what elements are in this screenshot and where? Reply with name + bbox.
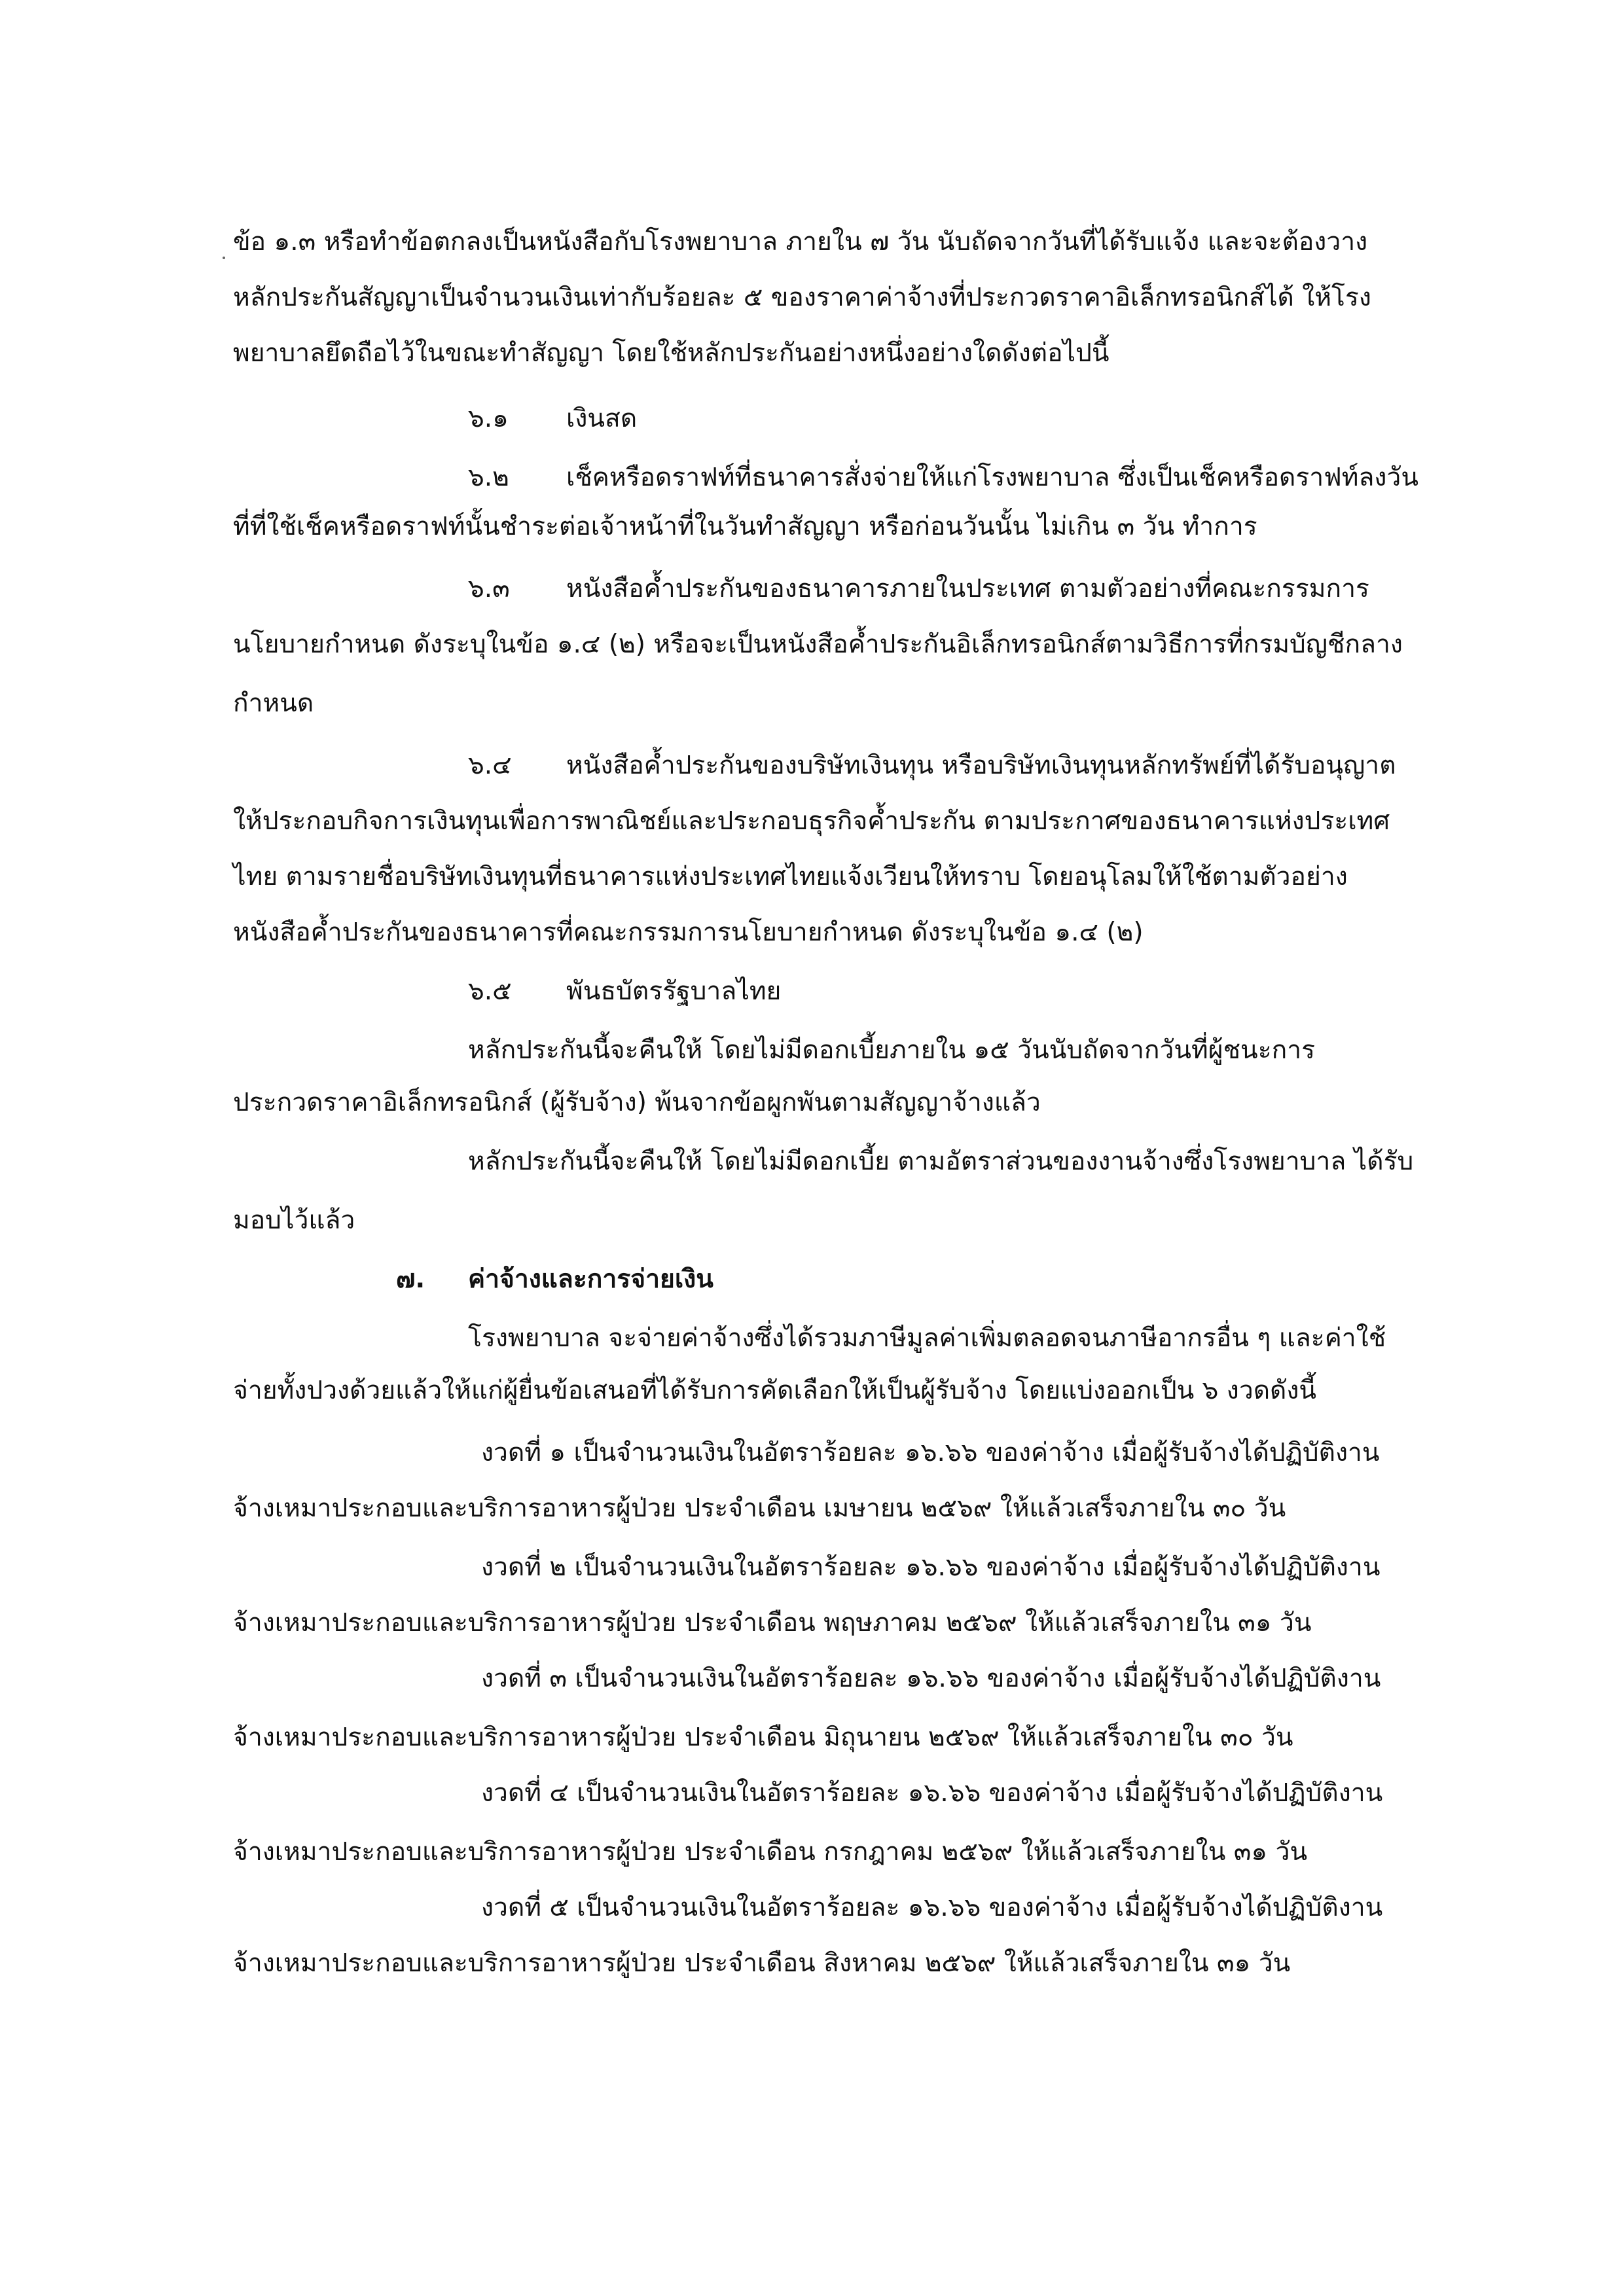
intro-line-2: หลักประกันสัญญาเป็นจำนวนเงินเท่ากับร้อยละ ๕ ของราคาค่าจ้างที่ประกวดราคาอิเล็กทรอนิกส์ได้ ให้โรง	[233, 283, 1371, 312]
item-6-3	[468, 569, 1369, 609]
item-number: ๖.๔	[468, 751, 512, 780]
section-7-heading	[396, 1260, 713, 1299]
installment-1-line-2: จ้างเหมาประกอบและบริการอาหารผู้ป่วย ประจำเดือน เมษายน ๒๕๖๙ ให้แล้วเสร็จภายใน ๓๐ วัน	[233, 1494, 1286, 1523]
return-1-line-1: หลักประกันนี้จะคืนให้ โดยไม่มีดอกเบี้ยภายใน ๑๕ วันนับถัดจากวันที่ผู้ชนะการ	[468, 1035, 1316, 1065]
item-6-1	[468, 399, 637, 439]
item-number: ๖.๕	[468, 977, 512, 1006]
section-7-intro-1: โรงพยาบาล จะจ่ายค่าจ้างซึ่งได้รวมภาษีมูลค่าเพิ่มตลอดจนภาษีอากรอื่น ๆ และค่าใช้	[468, 1323, 1386, 1353]
item-text: เช็คหรือดราฟท์ที่ธนาคารสั่งจ่ายให้แก่โรงพยาบาล ซึ่งเป็นเช็คหรือดราฟท์ลงวัน	[566, 463, 1418, 492]
installment-2-line-1: งวดที่ ๒ เป็นจำนวนเงินในอัตราร้อยละ ๑๖.๖๖ ของค่าจ้าง เมื่อผู้รับจ้างได้ปฏิบัติงาน	[481, 1552, 1380, 1582]
section-7-intro-2: จ่ายทั้งปวงด้วยแล้วให้แก่ผู้ยื่นข้อเสนอที่ได้รับการคัดเลือกให้เป็นผู้รับจ้าง โดยแบ่งออกเป็น ๖ งวดดังนี้	[233, 1376, 1317, 1405]
item-text: เงินสด	[566, 404, 638, 433]
item-text: พันธบัตรรัฐบาลไทย	[566, 977, 782, 1006]
intro-line-3: พยาบาลยึดถือไว้ในขณะทำสัญญา โดยใช้หลักประกันอย่างหนึ่งอย่างใดดังต่อไปนี้	[233, 338, 1110, 368]
item-text: หนังสือค้ำประกันของบริษัทเงินทุน หรือบริษัทเงินทุนหลักทรัพย์ที่ได้รับอนุญาต	[566, 751, 1396, 780]
scan-dot	[223, 257, 225, 259]
return-2-line-1: หลักประกันนี้จะคืนให้ โดยไม่มีดอกเบี้ย ตามอัตราส่วนของงานจ้างซึ่งโรงพยาบาล ได้รับ	[468, 1147, 1414, 1176]
item-number: ๖.๒	[468, 463, 509, 492]
installment-4-line-2: จ้างเหมาประกอบและบริการอาหารผู้ป่วย ประจำเดือน กรกฎาคม ๒๕๖๙ ให้แล้วเสร็จภายใน ๓๑ วัน	[233, 1837, 1308, 1867]
installment-3-line-1: งวดที่ ๓ เป็นจำนวนเงินในอัตราร้อยละ ๑๖.๖๖ ของค่าจ้าง เมื่อผู้รับจ้างได้ปฏิบัติงาน	[481, 1664, 1381, 1693]
installment-5-line-2: จ้างเหมาประกอบและบริการอาหารผู้ป่วย ประจำเดือน สิงหาคม ๒๕๖๙ ให้แล้วเสร็จภายใน ๓๑ วัน	[233, 1948, 1291, 1978]
item-6-2	[468, 458, 1418, 497]
item-6-4-cont-1: ให้ประกอบกิจการเงินทุนเพื่อการพาณิชย์และประกอบธุรกิจค้ำประกัน ตามประกาศของธนาคารแห่งประเทศ	[233, 806, 1390, 836]
item-text: หนังสือค้ำประกันของธนาคารภายในประเทศ ตามตัวอย่างที่คณะกรรมการ	[566, 574, 1369, 603]
installment-2-line-2: จ้างเหมาประกอบและบริการอาหารผู้ป่วย ประจำเดือน พฤษภาคม ๒๕๖๙ ให้แล้วเสร็จภายใน ๓๑ วัน	[233, 1608, 1312, 1638]
item-6-4-cont-2: ไทย ตามรายชื่อบริษัทเงินทุนที่ธนาคารแห่งประเทศไทยแจ้งเวียนให้ทราบ โดยอนุโลมให้ใช้ตามตัวอย่าง	[233, 862, 1348, 891]
installment-1-line-1: งวดที่ ๑ เป็นจำนวนเงินในอัตราร้อยละ ๑๖.๖๖ ของค่าจ้าง เมื่อผู้รับจ้างได้ปฏิบัติงาน	[481, 1438, 1380, 1467]
return-2-line-2: มอบไว้แล้ว	[233, 1206, 355, 1235]
item-6-5	[468, 972, 781, 1011]
item-6-2-cont: ที่ที่ใช้เช็คหรือดราฟท์นั้นชำระต่อเจ้าหน้าที่ในวันทำสัญญา หรือก่อนวันนั้น ไม่เกิน ๓ วัน ทำการ	[233, 512, 1257, 541]
installment-4-line-1: งวดที่ ๔ เป็นจำนวนเงินในอัตราร้อยละ ๑๖.๖๖ ของค่าจ้าง เมื่อผู้รับจ้างได้ปฏิบัติงาน	[481, 1778, 1383, 1808]
item-number: ๖.๑	[468, 404, 509, 433]
intro-line-1: ข้อ ๑.๓ หรือทำข้อตกลงเป็นหนังสือกับโรงพยาบาล ภายใน ๗ วัน นับถัดจากวันที่ได้รับแจ้ง และจะต้องวาง	[233, 227, 1368, 257]
item-6-4-cont-3: หนังสือค้ำประกันของธนาคารที่คณะกรรมการนโยบายกำหนด ดังระบุในข้อ ๑.๔ (๒)	[233, 918, 1144, 947]
installment-3-line-2: จ้างเหมาประกอบและบริการอาหารผู้ป่วย ประจำเดือน มิถุนายน ๒๕๖๙ ให้แล้วเสร็จภายใน ๓๐ วัน	[233, 1723, 1293, 1752]
installment-5-line-1: งวดที่ ๕ เป็นจำนวนเงินในอัตราร้อยละ ๑๖.๖๖ ของค่าจ้าง เมื่อผู้รับจ้างได้ปฏิบัติงาน	[481, 1893, 1383, 1922]
item-number: ๖.๓	[468, 574, 510, 603]
item-6-3-cont-1: นโยบายกำหนด ดังระบุในข้อ ๑.๔ (๒) หรือจะเป็นหนังสือค้ำประกันอิเล็กทรอนิกส์ตามวิธีการที่กรมบัญชีกลาง	[233, 630, 1403, 659]
item-6-3-cont-2: กำหนด	[233, 689, 314, 718]
section-title: ค่าจ้างและการจ่ายเงิน	[468, 1265, 713, 1294]
return-1-line-2: ประกวดราคาอิเล็กทรอนิกส์ (ผู้รับจ้าง) พ้นจากข้อผูกพันตามสัญญาจ้างแล้ว	[233, 1088, 1041, 1117]
item-6-4	[468, 746, 1396, 785]
section-number: ๗.	[396, 1265, 425, 1294]
